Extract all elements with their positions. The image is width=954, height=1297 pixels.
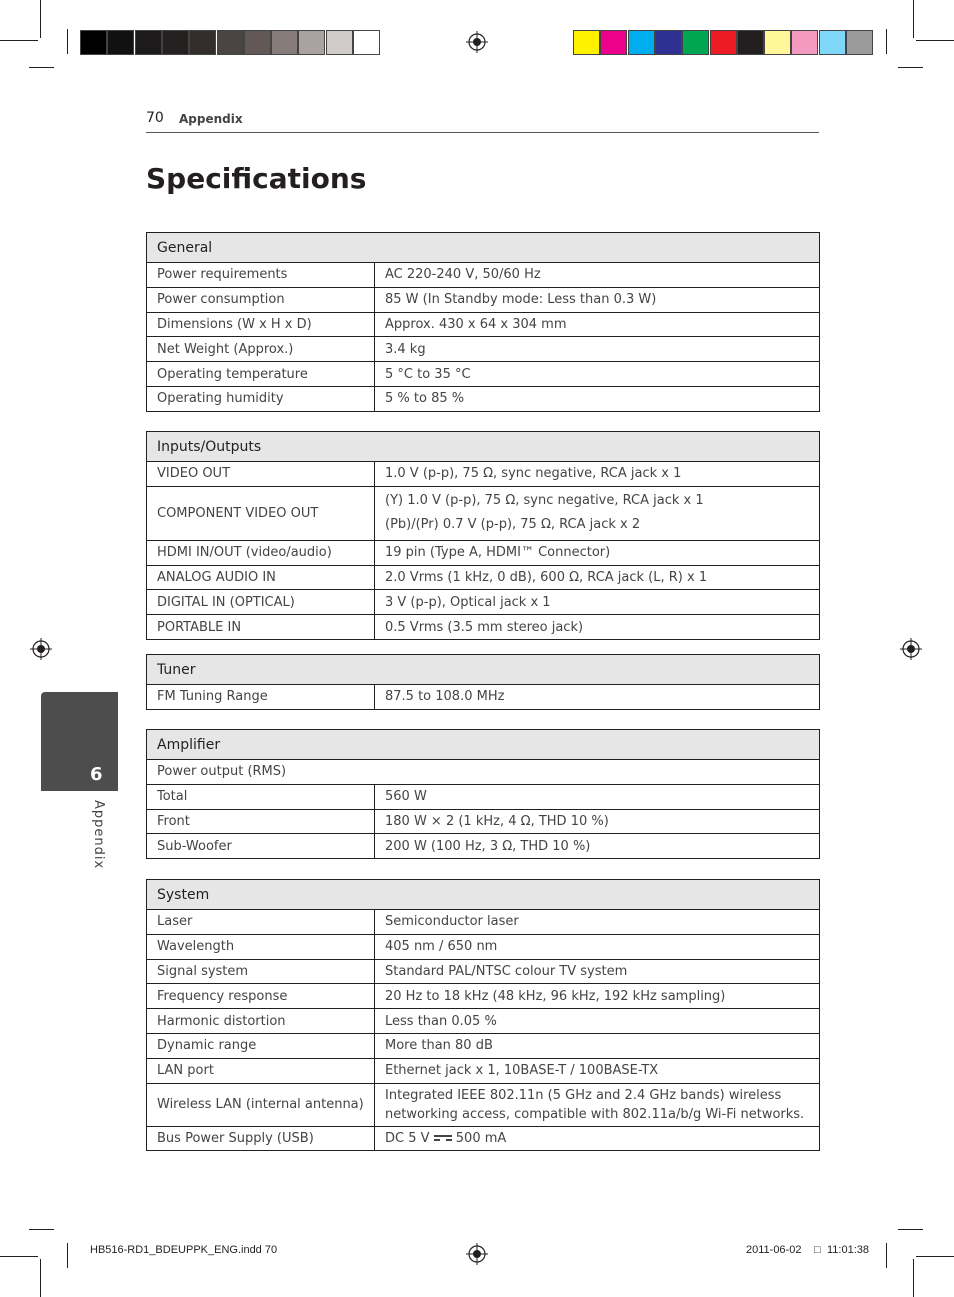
table-row — [147, 362, 820, 387]
spec-table-tuner — [146, 654, 820, 710]
spec-label: COMPONENT VIDEO OUT — [147, 486, 375, 540]
spec-label: Sub-Woofer — [147, 834, 375, 859]
spec-label: PORTABLE IN — [147, 615, 375, 640]
crop-mark — [29, 67, 54, 68]
registration-mark-icon — [466, 1243, 488, 1265]
spec-value: AC 220-240 V, 50/60 Hz — [375, 263, 820, 288]
color-swatch — [189, 30, 216, 55]
spec-value: 5 % to 85 % — [375, 386, 820, 411]
table-row — [147, 263, 820, 288]
header-divider — [146, 132, 819, 133]
table-heading: Amplifier — [147, 730, 820, 760]
spec-value: 2.0 Vrms (1 kHz, 0 dB), 600 Ω, RCA jack (L, R) x 1 — [375, 565, 820, 590]
crop-mark — [0, 1256, 38, 1257]
color-swatch — [244, 30, 271, 55]
spec-label: Operating humidity — [147, 386, 375, 411]
table-row — [147, 1126, 820, 1151]
color-swatch — [135, 30, 162, 55]
spec-value: 0.5 Vrms (3.5 mm stereo jack) — [375, 615, 820, 640]
table-row — [147, 685, 820, 710]
spec-label: Dimensions (W x H x D) — [147, 312, 375, 337]
chapter-label: Appendix — [91, 800, 106, 870]
table-row — [147, 337, 820, 362]
table-row — [147, 590, 820, 615]
table-row — [147, 834, 820, 859]
spec-label: Wavelength — [147, 934, 375, 959]
spec-label: Power output (RMS) — [147, 760, 820, 785]
table-header-row — [147, 432, 820, 462]
chapter-tab — [41, 692, 118, 791]
crop-mark — [0, 40, 38, 41]
spec-value: 3 V (p-p), Optical jack x 1 — [375, 590, 820, 615]
spec-value: 405 nm / 650 nm — [375, 934, 820, 959]
color-swatch — [682, 30, 709, 55]
page-title: Specifications — [146, 162, 367, 195]
color-swatch — [162, 30, 189, 55]
table-heading: General — [147, 233, 820, 263]
spec-label: Frequency response — [147, 984, 375, 1009]
spec-label: DIGITAL IN (OPTICAL) — [147, 590, 375, 615]
spec-label: Power requirements — [147, 263, 375, 288]
table-heading: Inputs/Outputs — [147, 432, 820, 462]
table-row — [147, 486, 820, 540]
color-swatch — [819, 30, 846, 55]
table-row — [147, 1058, 820, 1083]
spec-label: LAN port — [147, 1058, 375, 1083]
table-row — [147, 760, 820, 785]
color-swatch — [628, 30, 655, 55]
dc-symbol-icon — [434, 1134, 452, 1142]
section-label: Appendix — [179, 112, 243, 126]
color-swatch — [737, 30, 764, 55]
table-heading: Tuner — [147, 655, 820, 685]
table-row — [147, 1083, 820, 1126]
spec-value: 5 °C to 35 °C — [375, 362, 820, 387]
spec-label: Operating temperature — [147, 362, 375, 387]
footer-date: 2011-06-02 — [746, 1244, 802, 1256]
color-swatch — [764, 30, 791, 55]
table-row — [147, 809, 820, 834]
spec-label: Harmonic distortion — [147, 1009, 375, 1034]
crop-mark — [886, 1243, 887, 1268]
spec-label: Power consumption — [147, 287, 375, 312]
spec-label: Bus Power Supply (USB) — [147, 1126, 375, 1151]
spec-value — [375, 1083, 820, 1126]
table-heading: System — [147, 880, 820, 910]
crop-mark — [886, 29, 887, 54]
spec-value: 1.0 V (p-p), 75 Ω, sync negative, RCA jack x 1 — [375, 462, 820, 487]
registration-mark-icon — [466, 31, 488, 53]
crop-mark — [898, 67, 923, 68]
spec-label: FM Tuning Range — [147, 685, 375, 710]
color-swatch — [80, 30, 107, 55]
table-row — [147, 540, 820, 565]
crop-mark — [916, 40, 954, 41]
spec-value: 85 W (In Standby mode: Less than 0.3 W) — [375, 287, 820, 312]
color-swatch — [655, 30, 682, 55]
table-row — [147, 1033, 820, 1058]
spec-value-line: (Pb)/(Pr) 0.7 V (p-p), 75 Ω, RCA jack x 2 — [385, 517, 641, 533]
spec-value: 3.4 kg — [375, 337, 820, 362]
spec-value: 87.5 to 108.0 MHz — [375, 685, 820, 710]
color-swatch — [710, 30, 737, 55]
table-row — [147, 984, 820, 1009]
color-swatch — [298, 30, 325, 55]
spec-value: Approx. 430 x 64 x 304 mm — [375, 312, 820, 337]
spec-label: VIDEO OUT — [147, 462, 375, 487]
footer-filename: HB516-RD1_BDEUPPK_ENG.indd 70 — [90, 1244, 278, 1256]
crop-mark — [913, 1259, 914, 1297]
spec-value: 180 W × 2 (1 kHz, 4 Ω, THD 10 %) — [375, 809, 820, 834]
crop-mark — [40, 1259, 41, 1297]
spec-value: Less than 0.05 % — [375, 1009, 820, 1034]
crop-mark — [916, 1256, 954, 1257]
table-header-row — [147, 655, 820, 685]
spec-value: 200 W (100 Hz, 3 Ω, THD 10 %) — [375, 834, 820, 859]
chapter-number: 6 — [90, 764, 103, 785]
spec-label: Laser — [147, 910, 375, 935]
registration-mark-icon — [30, 638, 52, 660]
spec-value: Standard PAL/NTSC colour TV system — [375, 959, 820, 984]
table-row — [147, 565, 820, 590]
color-swatch — [107, 30, 134, 55]
spec-value — [375, 486, 820, 540]
spec-table-amplifier — [146, 729, 820, 859]
table-row — [147, 312, 820, 337]
spec-table-general — [146, 232, 820, 412]
crop-mark — [898, 1229, 923, 1230]
table-row — [147, 462, 820, 487]
color-swatch — [600, 30, 627, 55]
spec-label: Net Weight (Approx.) — [147, 337, 375, 362]
color-swatch — [573, 30, 600, 55]
spec-label: Wireless LAN (internal antenna) — [147, 1083, 375, 1126]
table-header-row — [147, 880, 820, 910]
table-row — [147, 615, 820, 640]
footer-time: 11:01:38 — [827, 1244, 870, 1256]
spec-label: ANALOG AUDIO IN — [147, 565, 375, 590]
spec-value: DC 5 V 500 mA — [375, 1126, 820, 1151]
spec-table-inputs-outputs — [146, 431, 820, 640]
color-swatch — [791, 30, 818, 55]
spec-value-line: Integrated IEEE 802.11n (5 GHz and 2.4 GHz bands) wireless — [385, 1087, 782, 1103]
crop-mark — [67, 1243, 68, 1268]
spec-label: Front — [147, 809, 375, 834]
spec-value: 20 Hz to 18 kHz (48 kHz, 96 kHz, 192 kHz sampling) — [375, 984, 820, 1009]
color-swatch — [353, 30, 380, 55]
color-swatch — [846, 30, 873, 55]
spec-value: 560 W — [375, 784, 820, 809]
spec-value: More than 80 dB — [375, 1033, 820, 1058]
table-row — [147, 784, 820, 809]
spec-value: Semiconductor laser — [375, 910, 820, 935]
crop-mark — [913, 0, 914, 38]
spec-table-system — [146, 879, 820, 1151]
registration-mark-icon — [900, 638, 922, 660]
table-row — [147, 959, 820, 984]
table-row — [147, 1009, 820, 1034]
table-row — [147, 386, 820, 411]
spec-label: Total — [147, 784, 375, 809]
spec-value-line: (Y) 1.0 V (p-p), 75 Ω, sync negative, RCA jack x 1 — [385, 492, 704, 508]
crop-mark — [40, 0, 41, 38]
spec-label: Signal system — [147, 959, 375, 984]
spec-value: 19 pin (Type A, HDMI™ Connector) — [375, 540, 820, 565]
table-row — [147, 287, 820, 312]
spec-label: HDMI IN/OUT (video/audio) — [147, 540, 375, 565]
spec-value: Ethernet jack x 1, 10BASE-T / 100BASE-TX — [375, 1058, 820, 1083]
color-swatch — [217, 30, 244, 55]
crop-mark — [67, 29, 68, 54]
table-row — [147, 934, 820, 959]
crop-mark — [29, 1229, 54, 1230]
table-row — [147, 910, 820, 935]
table-header-row — [147, 233, 820, 263]
page-number: 70 — [146, 110, 164, 126]
color-swatch — [271, 30, 298, 55]
spec-value-line: networking access, compatible with 802.11a/b/g Wi-Fi networks. — [385, 1106, 805, 1122]
color-swatch — [326, 30, 353, 55]
table-header-row — [147, 730, 820, 760]
footer-time-marker: □ — [814, 1244, 821, 1256]
spec-label: Dynamic range — [147, 1033, 375, 1058]
